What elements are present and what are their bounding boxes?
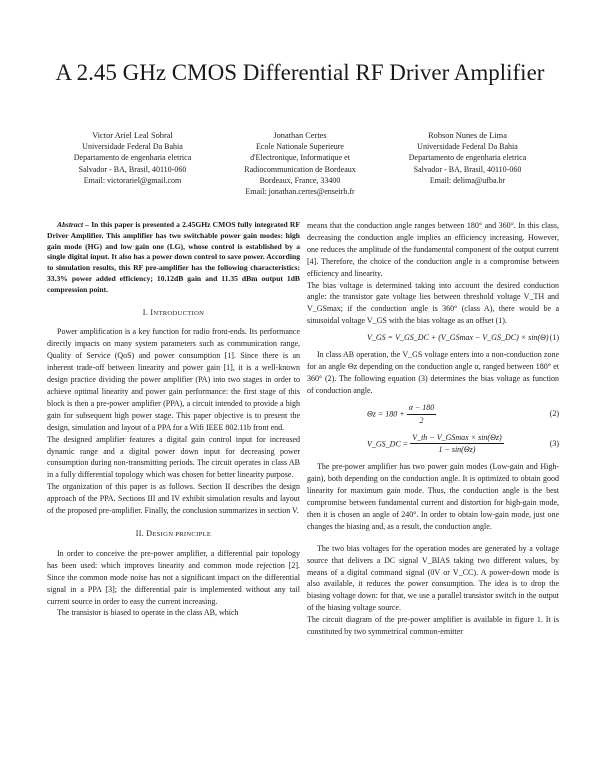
right-column [307, 220, 559, 638]
equation-lhs: V_GS_DC = [367, 438, 409, 448]
author-address: Bordeaux, France, 33400 [259, 175, 341, 185]
author-address: Salvador - BA, Brasil, 40110-060 [78, 164, 187, 174]
author-affiliation: d'Electronique, Informatique et [250, 153, 350, 163]
author-email: Email: delima@ufba.br [429, 175, 506, 185]
numerator: α − 180 [407, 402, 437, 415]
author-affiliation: Ecole Nationale Superieure [256, 142, 344, 152]
section-heading-design: II. DESIGN PRINCIPLE [135, 528, 212, 538]
equation-fraction [407, 402, 437, 427]
author-email: Email: jonathan.certes@enseirb.fr [245, 187, 355, 197]
author-3 [385, 130, 550, 197]
left-column [47, 220, 300, 619]
equation-3 [307, 432, 559, 457]
author-block [50, 130, 550, 197]
author-affiliation: Universidade Federal Da Bahia [417, 142, 518, 152]
equation-2 [307, 402, 559, 427]
body-paragraph: In class AB operation, the V_GS voltage enters into a non-conduction zone for an angle Θz depending on the conduction angle α, ranged between 180° et 360° (2). The following equation (3) determines the bias voltage as function of conduction angle. [307, 350, 559, 395]
author-address: Salvador - BA, Brasil, 40110-060 [413, 164, 522, 174]
equation-number: (1) [549, 333, 559, 343]
equation-number: (2) [549, 409, 559, 419]
author-affiliation: Universidade Federal Da Bahia [82, 142, 183, 152]
body-paragraph: The bias voltage is determined taking into account the desired conduction angle: the transistor gate voltage lies between threshold voltage V_TH and V_GSmax; if the conduction angle is 360° (class A), there would be a sinusoidal voltage V_GS with the bias voltage as an offset (1). [307, 280, 559, 326]
author-email: Email: victorariel@gmail.com [83, 175, 182, 185]
paragraph-gap [307, 533, 559, 543]
body-paragraph: The pre-power amplifier has two power gain modes (Low-gain and High-gain), both depending on the conduction angle. It is optimized to obtain good linearity for maximum gain mode. Thus, the conduction angle is the best compromise between fundamental current and distortion for high-gain mode, then it is chosen an angle of 240°. In order to obtain low-gain mode, just one changes the biasing and, as a result, the conduction angle. [307, 462, 559, 531]
equation-number: (3) [549, 438, 559, 448]
author-affiliation: Radiocommunication de Bordeaux [244, 164, 356, 174]
author-name: Victor Ariel Leal Sobral [92, 131, 173, 140]
denominator: 1 − sin(Θz) [438, 445, 476, 455]
numerator: V_th − V_GSmax × sin(Θz) [410, 432, 503, 445]
body-paragraph: means that the conduction angle ranges between 180° and 360°. In this class, decreasing the conduction angle implies an efficiency increasing. However, one reduces the amplitude of the fundamental component of the output current [4]. Therefore, the choice of the conduction angle is a compromise between efficiency and linearity. [307, 221, 559, 278]
author-affiliation: Departamento de engenharia eletrica [73, 153, 192, 163]
intro-paragraph: The designed amplifier features a digital gain control input for increased dynamic range and a digital power down input for decreasing power consumption during non-transmitting periods. The circuit operates in class AB in a fully differential topology which was chosen for better linearity purpose. [47, 434, 300, 480]
body-paragraph: The circuit diagram of the pre-power amplifier is available in figure 1. It is constituted by two symmetrical common-emitter [307, 615, 559, 637]
paper-title: A 2.45 GHz CMOS Differential RF Driver Amplifier [55, 60, 545, 85]
author-name: Robson Nunes de Lima [428, 131, 507, 140]
abstract [47, 220, 300, 296]
intro-paragraph: Power amplification is a key function for radio front-ends. Its performance directly impacts on many system parameters such as communication range, Quality of Service (QoS) and power consumption [1]. Since there is an inherent trade-off between linearity and power gain [1], it is a well-known design practice dividing the power amplifier (PA) into two stages in order to achieve optimal linearity and power gain performance: the first stage of this block is then a pre-power amplifier (PPA), a circuit intended to provide a high gain for subsequent high power stage. This paper objective is to present the design, simulation and layout of a PPA for a Wifi IEEE 802.11b front end. [47, 327, 300, 432]
author-affiliation: Departamento de engenharia eletrica [408, 153, 527, 163]
equation-1 [307, 332, 559, 344]
intro-paragraph: The organization of this paper is as follows. Section II describes the design approach of the PPA. Sections III and IV exhibit simulation results and layout of the proposed pre-amplifier. Finally, the conclusion summarizes in section V. [47, 482, 300, 516]
abstract-lead: Abstract [57, 220, 84, 229]
body-paragraph: The two bias voltages for the operation modes are generated by a voltage source that delivers a DC signal V_BIAS taking two different values, by means of a digital command signal (0V or V_CC). A power-down mode is also available, it reduces the power consumption. The idea is to drop the biasing voltage down: for that, we use a parallel transistor switch in the output of the biasing voltage source. [307, 543, 559, 613]
author-2 [218, 130, 383, 197]
equation-fraction [410, 432, 503, 457]
design-paragraph: In order to conceive the pre-power amplifier, a differential pair topology has been used: which improves linearity and common mode rejection [2]. Since the common mode noise has not a significant impact on the differential signal in a PPA [3]; the differential pair is implemented without any tail current source in order to easy the current increasing. [47, 548, 300, 606]
equation-body: V_GS = V_GS_DC + (V_GSmax − V_GS_DC) × sin(Θ) [367, 333, 549, 343]
author-1 [50, 130, 215, 197]
denominator: 2 [419, 415, 424, 425]
section-heading-introduction: I. INTRODUCTION [142, 307, 205, 317]
author-name: Jonathan Certes [273, 131, 327, 140]
equation-lhs: Θz = 180 + [367, 408, 405, 418]
design-paragraph: The transistor is biased to operate in the class AB, which [57, 608, 239, 618]
abstract-text: – In this paper is presented a 2.45GHz CMOS fully integrated RF Driver Amplifier. This amplifier has two switchable power gain modes: high gain mode (HG) and low gain one (LG), whose control is established by a single digital input. It also has a power down control to save power. According to simulation results, this RF pre-amplifier has the following characteristics: 33.3% power added efficiency; 10.12dB gain and 11.35 dBm output 1dB compression point. [47, 220, 300, 294]
